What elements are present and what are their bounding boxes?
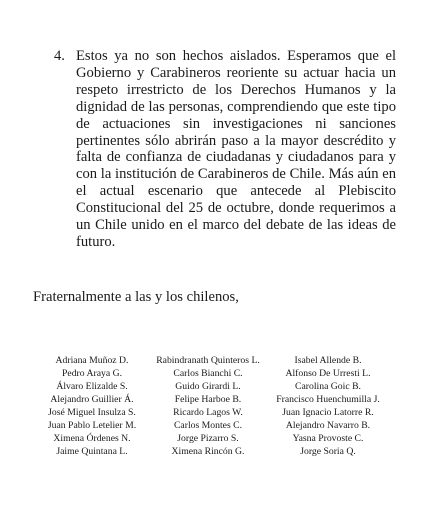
numbered-paragraph xyxy=(54,48,396,251)
signatory-name: Alejandro Guillier Á. xyxy=(50,394,134,406)
signatory-name: Jorge Soria Q. xyxy=(300,446,356,458)
signatory-name: Pedro Araya G. xyxy=(62,368,122,380)
paragraph-text: Estos ya no son hechos aislados. Esperamos que el Gobierno y Carabineros reoriente su actuar hacia un respeto irrestricto de los Derechos Humanos y la dignidad de las personas, comprendiendo que este tipo de actuaciones sin investigaciones ni sanciones pertinentes sólo abrirán paso a la mayor descrédito y falta de confianza de ciudadanas y ciudadanos para y con la institución de Carabineros de Chile. Más aún en el actual escenario que antecede al Plebiscito Constitucional del 25 de octubre, donde requerimos a un Chile unido en el marco del debate de las ideas de futuro. xyxy=(76,48,396,250)
signatory-name: Francisco Huenchumilla J. xyxy=(276,394,380,406)
signatory-name: Juan Ignacio Latorre R. xyxy=(282,407,374,419)
signatory-name: Yasna Provoste C. xyxy=(292,433,364,445)
signatory-name: Alfonso De Urresti L. xyxy=(285,368,371,380)
signatory-name: Rabindranath Quinteros L. xyxy=(156,355,260,366)
signatory-name: Ximena Rincón G. xyxy=(171,446,245,458)
signatory-name: Carlos Bianchi C. xyxy=(173,368,243,380)
signatory-name: Felipe Harboe B. xyxy=(174,394,242,406)
signatory-name: Ximena Órdenes N. xyxy=(53,433,131,445)
paragraph-number: 4. xyxy=(54,48,65,64)
signatory-name: Juan Pablo Letelier M. xyxy=(47,420,137,432)
signatory-name: José Miguel Insulza S. xyxy=(48,407,136,419)
signature-list xyxy=(36,354,388,458)
signatory-name: Jorge Pizarro S. xyxy=(177,433,239,445)
signatory-name: Adriana Muñoz D. xyxy=(55,355,129,366)
closing-salutation: Fraternalmente a las y los chilenos, xyxy=(33,289,239,305)
signatory-name: Ricardo Lagos W. xyxy=(173,407,243,419)
signatory-name: Jaime Quintana L. xyxy=(56,446,128,458)
signatory-name: Álvaro Elizalde S. xyxy=(56,381,128,393)
signatory-name: Guido Girardi L. xyxy=(175,381,241,393)
signatory-name: Alejandro Navarro B. xyxy=(285,420,371,432)
signatory-name: Carlos Montes C. xyxy=(173,420,243,432)
signatory-name: Carolina Goic B. xyxy=(295,381,361,393)
signatory-name: Isabel Allende B. xyxy=(294,355,362,366)
